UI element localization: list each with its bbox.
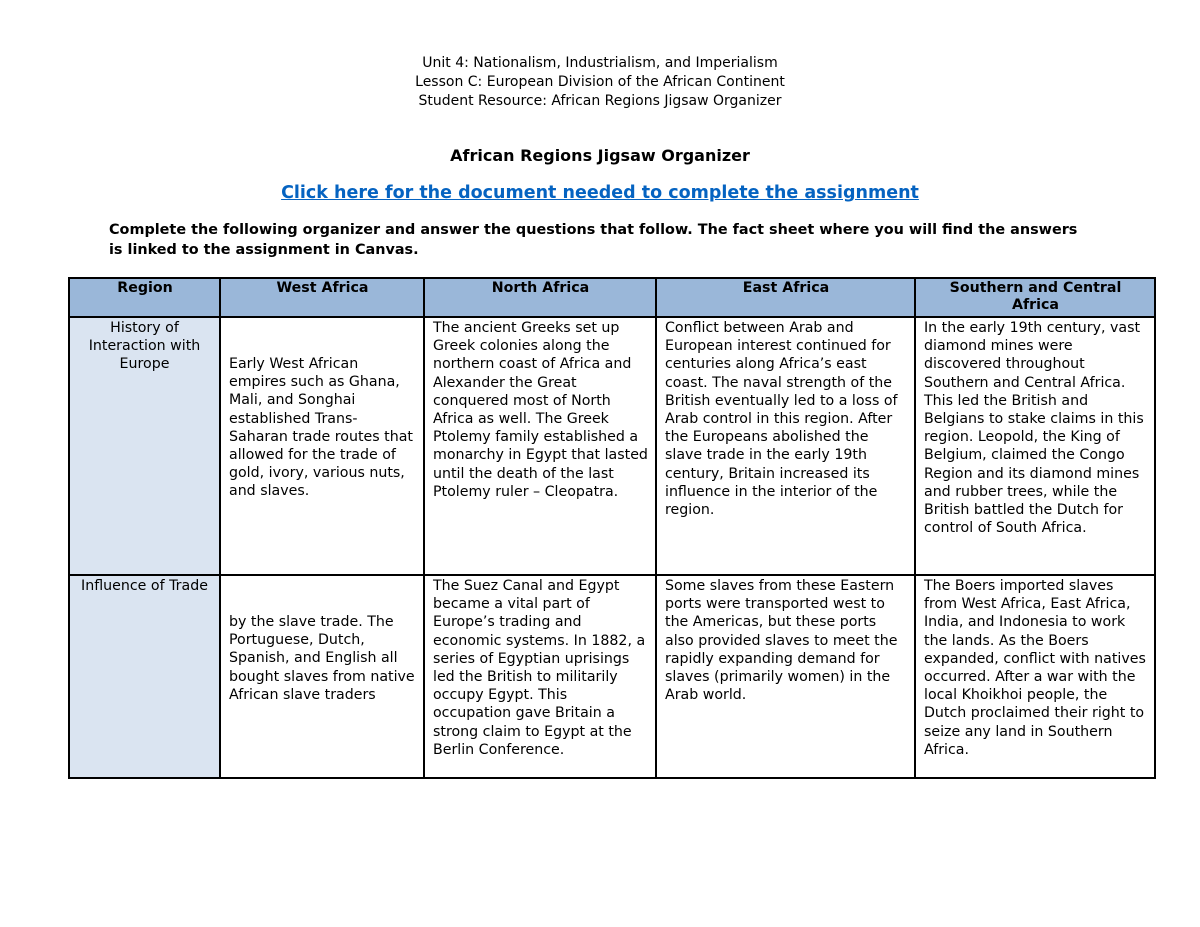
region-label-trade: Influence of Trade [69,575,220,778]
cell-west-trade-text: by the slave trade. The Portuguese, Dutch, Spanish, and English all bought slaves from native African slave traders [229,614,415,703]
header-region: Region [69,278,220,317]
cell-east-history[interactable]: Conflict between Arab and European interest continued for centuries along Africa’s east coast. The naval strength of the British eventually led to a loss of Arab control in this region. After the Europeans abolished the slave trade in the early 19th century, Britain increased its influence in the interior of the region. [656,317,915,575]
cell-south-history[interactable]: In the early 19th century, vast diamond mines were discovered throughout Southern and Central Africa. This led the British and Belgians to stake claims in this region. Leopold, the King of Belgium, claimed the Congo Region and its diamond mines and rubber trees, while the British battled the Dutch for control of South Africa. [915,317,1155,575]
cell-south-trade[interactable]: The Boers imported slaves from West Africa, East Africa, India, and Indonesia to work the lands. As the Boers expanded, conflict with natives occurred. After a war with the local Khoikhoi people, the Dutch proclaimed their right to seize any land in Southern Africa. [915,575,1155,778]
cell-north-trade[interactable]: The Suez Canal and Egypt became a vital part of Europe’s trading and economic systems. In 1882, a series of Egyptian uprisings led the British to militarily occupy Egypt. This occupation gave Britain a strong claim to Egypt at the Berlin Conference. [424,575,656,778]
header-resource-line: Student Resource: African Regions Jigsaw Organizer [418,93,782,109]
cell-east-trade[interactable]: Some slaves from these Eastern ports were transported west to the Americas, but these ports also provided slaves to meet the rapidly expanding demand for slaves (primarily women) in the Arab world. [656,575,915,778]
header-east-africa: East Africa [656,278,915,317]
document-header [0,54,1200,111]
cell-west-history-text: Early West African empires such as Ghana, Mali, and Songhai established Trans-Saharan trade routes that allowed for the trade of gold, ivory, various nuts, and slaves. [229,356,413,500]
table-row [69,317,1155,575]
header-unit-line: Unit 4: Nationalism, Industrialism, and Imperialism [422,55,778,71]
header-lesson-line: Lesson C: European Division of the African Continent [415,74,785,90]
region-label-history: History of Interaction with Europe [69,317,220,575]
table-header-row [69,278,1155,317]
table-row [69,575,1155,778]
assignment-document-link[interactable]: Click here for the document needed to complete the assignment [281,183,919,203]
cell-west-trade[interactable] [220,575,424,778]
jigsaw-organizer-table [68,277,1156,779]
header-north-africa: North Africa [424,278,656,317]
header-west-africa: West Africa [220,278,424,317]
document-title: African Regions Jigsaw Organizer [450,146,750,165]
header-southern-central-africa: Southern and Central Africa [915,278,1155,317]
instructions-text: Complete the following organizer and answer the questions that follow. The fact sheet where you will find the answers is linked to the assignment in Canvas. [109,222,1078,258]
cell-north-history[interactable]: The ancient Greeks set up Greek colonies along the northern coast of Africa and Alexander the Great conquered most of North Africa as well. The Greek Ptolemy family established a monarchy in Egypt that lasted until the death of the last Ptolemy ruler – Cleopatra. [424,317,656,575]
cell-west-history[interactable] [220,317,424,575]
